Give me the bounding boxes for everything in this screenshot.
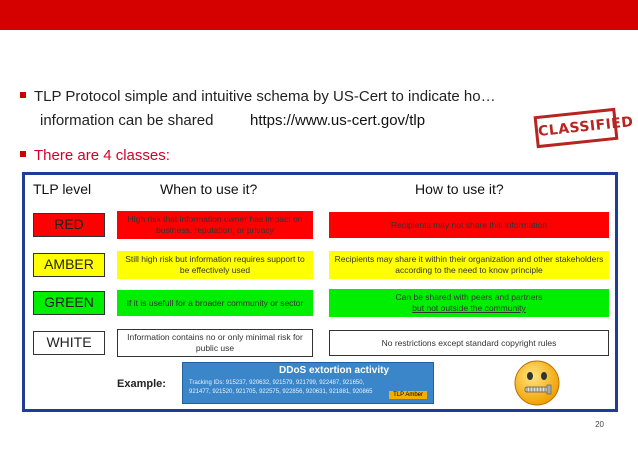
- bullet-square-icon: [20, 92, 26, 98]
- bullet-tlp-protocol: [20, 88, 496, 105]
- when-red: High risk that information owner has impact on business, reputation, or privacy: [117, 211, 313, 239]
- when-amber: Still high risk but information requires support to be effectively used: [117, 251, 313, 279]
- when-white: Information contains no or only minimal risk for public use: [117, 329, 313, 357]
- page-number: 20: [595, 420, 604, 429]
- example-ids-line1: Tracking IDs: 915237, 920632, 921579, 921799, 922487, 921650,: [189, 380, 365, 386]
- how-red: Recipients may not share this information: [329, 212, 609, 238]
- top-accent-bar: [0, 0, 638, 30]
- bullet-four-classes: [20, 147, 170, 164]
- header-when: When to use it?: [160, 181, 258, 197]
- bullet1-line1: TLP Protocol simple and intuitive schema by US-Cert to indicate ho…: [34, 88, 496, 105]
- example-ids-line2: 921477, 921520, 921705, 922575, 922856, 920631, 921881, 920865: [189, 389, 373, 395]
- header-how: How to use it?: [415, 181, 504, 197]
- zipped-mouth-smiley-icon: [512, 358, 562, 408]
- bullet1-line2: information can be shared: [40, 112, 214, 129]
- example-tlp-badge-image: [182, 362, 434, 404]
- how-white: No restrictions except standard copyright rules: [329, 330, 609, 356]
- how-green: [329, 289, 609, 317]
- how-amber: Recipients may share it within their organization and other stakeholders according to the need to know principle: [329, 251, 609, 279]
- level-green: GREEN: [33, 291, 105, 315]
- how-green-line1: Can be shared with peers and partners: [395, 292, 543, 303]
- example-label: Example:: [117, 378, 166, 390]
- level-white: WHITE: [33, 331, 105, 355]
- how-green-line2: but not outside the community: [412, 303, 526, 313]
- us-cert-url-link[interactable]: https://www.us-cert.gov/tlp: [250, 112, 426, 129]
- example-ids: [189, 379, 373, 397]
- level-amber: AMBER: [33, 253, 105, 277]
- header-tlp-level: TLP level: [33, 181, 92, 197]
- bullet-square-icon: [20, 151, 26, 157]
- classified-stamp: CLASSIFIED: [534, 108, 619, 148]
- when-green: If it is usefull for a broader community or sector: [117, 290, 313, 316]
- level-red: RED: [33, 213, 105, 237]
- example-title: DDoS extortion activity: [279, 365, 390, 376]
- example-tlp-amber-tag: TLP Amber: [389, 391, 427, 399]
- bullet2-text: There are 4 classes:: [34, 147, 170, 164]
